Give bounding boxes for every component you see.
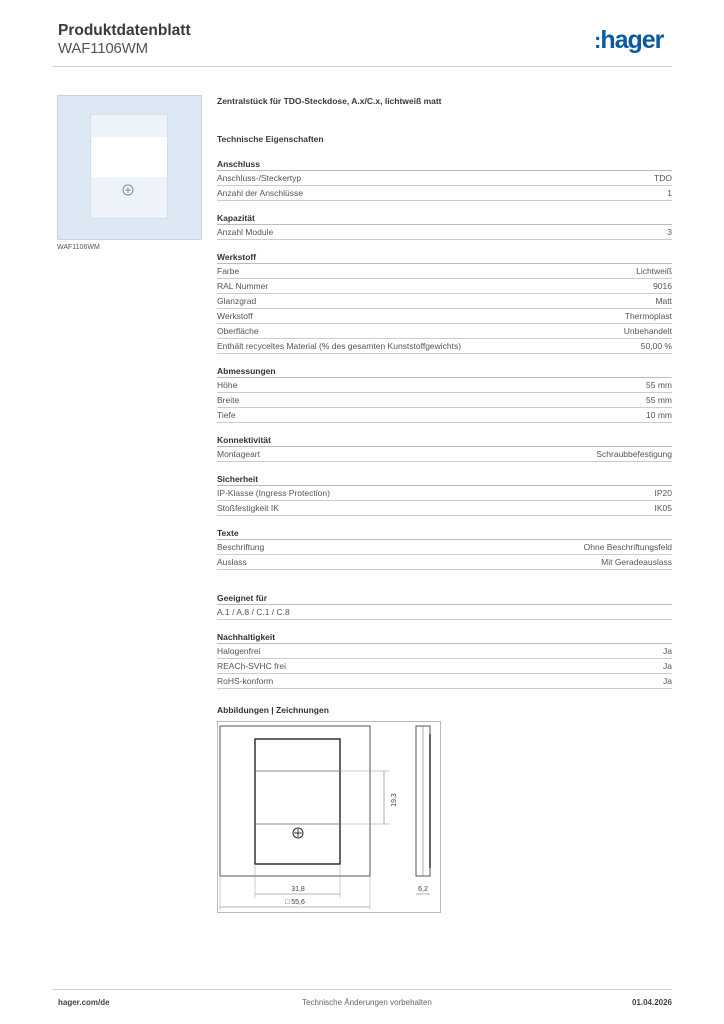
spec-row	[217, 555, 672, 570]
spec-section	[217, 527, 672, 570]
section-title: Konnektivität	[217, 434, 672, 447]
spec-label: Beschriftung	[217, 542, 265, 552]
spec-row	[217, 378, 672, 393]
spec-label: Werkstoff	[217, 311, 253, 321]
spec-value: 1	[667, 188, 672, 198]
spec-section	[217, 365, 672, 423]
spec-value: 55 mm	[646, 380, 672, 390]
spec-section	[217, 434, 672, 462]
spec-section	[217, 212, 672, 240]
spec-row	[217, 339, 672, 354]
dim-height-label: 19,3	[391, 793, 398, 807]
suitable-section	[217, 592, 672, 620]
spec-value: Ohne Beschriftungsfeld	[583, 542, 672, 552]
spec-label: Farbe	[217, 266, 240, 276]
spec-value: Unbehandelt	[623, 326, 672, 336]
spec-value: Matt	[655, 296, 672, 306]
spec-row	[217, 171, 672, 186]
spec-row	[217, 501, 672, 516]
drawings-heading: Abbildungen | Zeichnungen	[217, 705, 329, 715]
spec-value: 55 mm	[646, 395, 672, 405]
spec-label: Anzahl der Anschlüsse	[217, 188, 303, 198]
spec-row	[217, 324, 672, 339]
spec-value: Schraubbefestigung	[596, 449, 672, 459]
spec-sections	[217, 158, 672, 570]
spec-value: Lichtweiß	[636, 266, 672, 276]
spec-value: 50,00 %	[640, 341, 672, 351]
spec-row	[217, 186, 672, 201]
drawing-svg	[218, 722, 440, 912]
spec-row	[217, 279, 672, 294]
spacer	[217, 581, 672, 592]
spec-label: Glanzgrad	[217, 296, 257, 306]
spec-row	[217, 264, 672, 279]
spec-row	[217, 644, 672, 659]
spec-label: RAL Nummer	[217, 281, 269, 291]
product-image	[57, 95, 202, 240]
spec-value: Thermoplast	[624, 311, 672, 321]
section-title: Sicherheit	[217, 473, 672, 486]
spec-label: Auslass	[217, 557, 247, 567]
spec-section	[217, 158, 672, 201]
spec-row	[217, 294, 672, 309]
tech-properties-heading: Technische Eigenschaften	[217, 134, 324, 144]
spec-section	[217, 251, 672, 354]
section-title: Abmessungen	[217, 365, 672, 378]
section-title: Nachhaltigkeit	[217, 631, 672, 644]
section-title: Texte	[217, 527, 672, 540]
insert-outline	[255, 739, 340, 864]
outer-frame	[220, 726, 370, 876]
section-title: Geeignet für	[217, 592, 672, 605]
spec-content	[217, 96, 672, 700]
logo-text: hager	[600, 26, 664, 54]
spec-section	[217, 473, 672, 516]
spec-row	[217, 605, 672, 620]
spec-row	[217, 486, 672, 501]
section-title: Kapazität	[217, 212, 672, 225]
spec-label: Stoßfestigkeit IK	[217, 503, 279, 513]
spec-label: Anzahl Module	[217, 227, 274, 237]
dim-depth-label: 6,2	[418, 886, 428, 893]
spec-label: IP-Klasse (Ingress Protection)	[217, 488, 330, 498]
spec-row	[217, 540, 672, 555]
spec-row	[217, 309, 672, 324]
spec-row	[217, 659, 672, 674]
spec-label: A.1 / A.8 / C.1 / C.8	[217, 607, 290, 617]
spec-row	[217, 393, 672, 408]
screw-icon	[122, 184, 134, 196]
hager-logo: :hager	[594, 26, 664, 54]
spec-value: 3	[667, 227, 672, 237]
spec-label: Tiefe	[217, 410, 236, 420]
spec-label: Halogenfrei	[217, 646, 261, 656]
spec-value: Ja	[663, 676, 672, 686]
dim-inner-width-label: 31,8	[291, 886, 305, 893]
spec-label: Enthält recyceltes Material (% des gesamten Kunststoffgewichts)	[217, 341, 462, 351]
spec-label: REACh-SVHC frei	[217, 661, 286, 671]
footer-note: Technische Änderungen vorbehalten	[302, 998, 432, 1007]
sustainability-section	[217, 631, 672, 689]
header-divider	[52, 66, 672, 67]
spec-row	[217, 447, 672, 462]
dim-outer-width-label: □ 55,6	[285, 899, 305, 906]
footer-date: 01.04.2026	[631, 998, 672, 1007]
spec-label: Höhe	[217, 380, 238, 390]
spec-row	[217, 225, 672, 240]
spec-row	[217, 408, 672, 423]
footer-website-link[interactable]: hager.com/de	[58, 998, 110, 1007]
section-title: Werkstoff	[217, 251, 672, 264]
spec-value: IP20	[654, 488, 672, 498]
product-stripe	[91, 137, 167, 177]
spec-label: Montageart	[217, 449, 260, 459]
spec-value: Ja	[663, 646, 672, 656]
spec-value: Mit Geradeauslass	[601, 557, 672, 567]
spec-label: Breite	[217, 395, 240, 405]
spec-label: Anschluss-/Steckertyp	[217, 173, 302, 183]
product-description: Zentralstück für TDO-Steckdose, A.x/C.x, lichtweiß matt	[217, 96, 442, 106]
footer-divider	[52, 989, 672, 990]
article-number: WAF1106WM	[58, 40, 148, 57]
product-insert	[90, 114, 168, 219]
spec-value: 9016	[653, 281, 672, 291]
spec-value: IK05	[654, 503, 672, 513]
page-title: Produktdatenblatt	[58, 22, 191, 39]
spec-value: 10 mm	[646, 410, 672, 420]
section-title: Anschluss	[217, 158, 672, 171]
spec-value: TDO	[654, 173, 672, 183]
spec-label: RoHS-konform	[217, 676, 274, 686]
image-caption: WAF1106WM	[57, 244, 100, 251]
spec-label: Oberfläche	[217, 326, 259, 336]
technical-drawing	[217, 721, 441, 913]
spec-row	[217, 674, 672, 689]
spec-value: Ja	[663, 661, 672, 671]
